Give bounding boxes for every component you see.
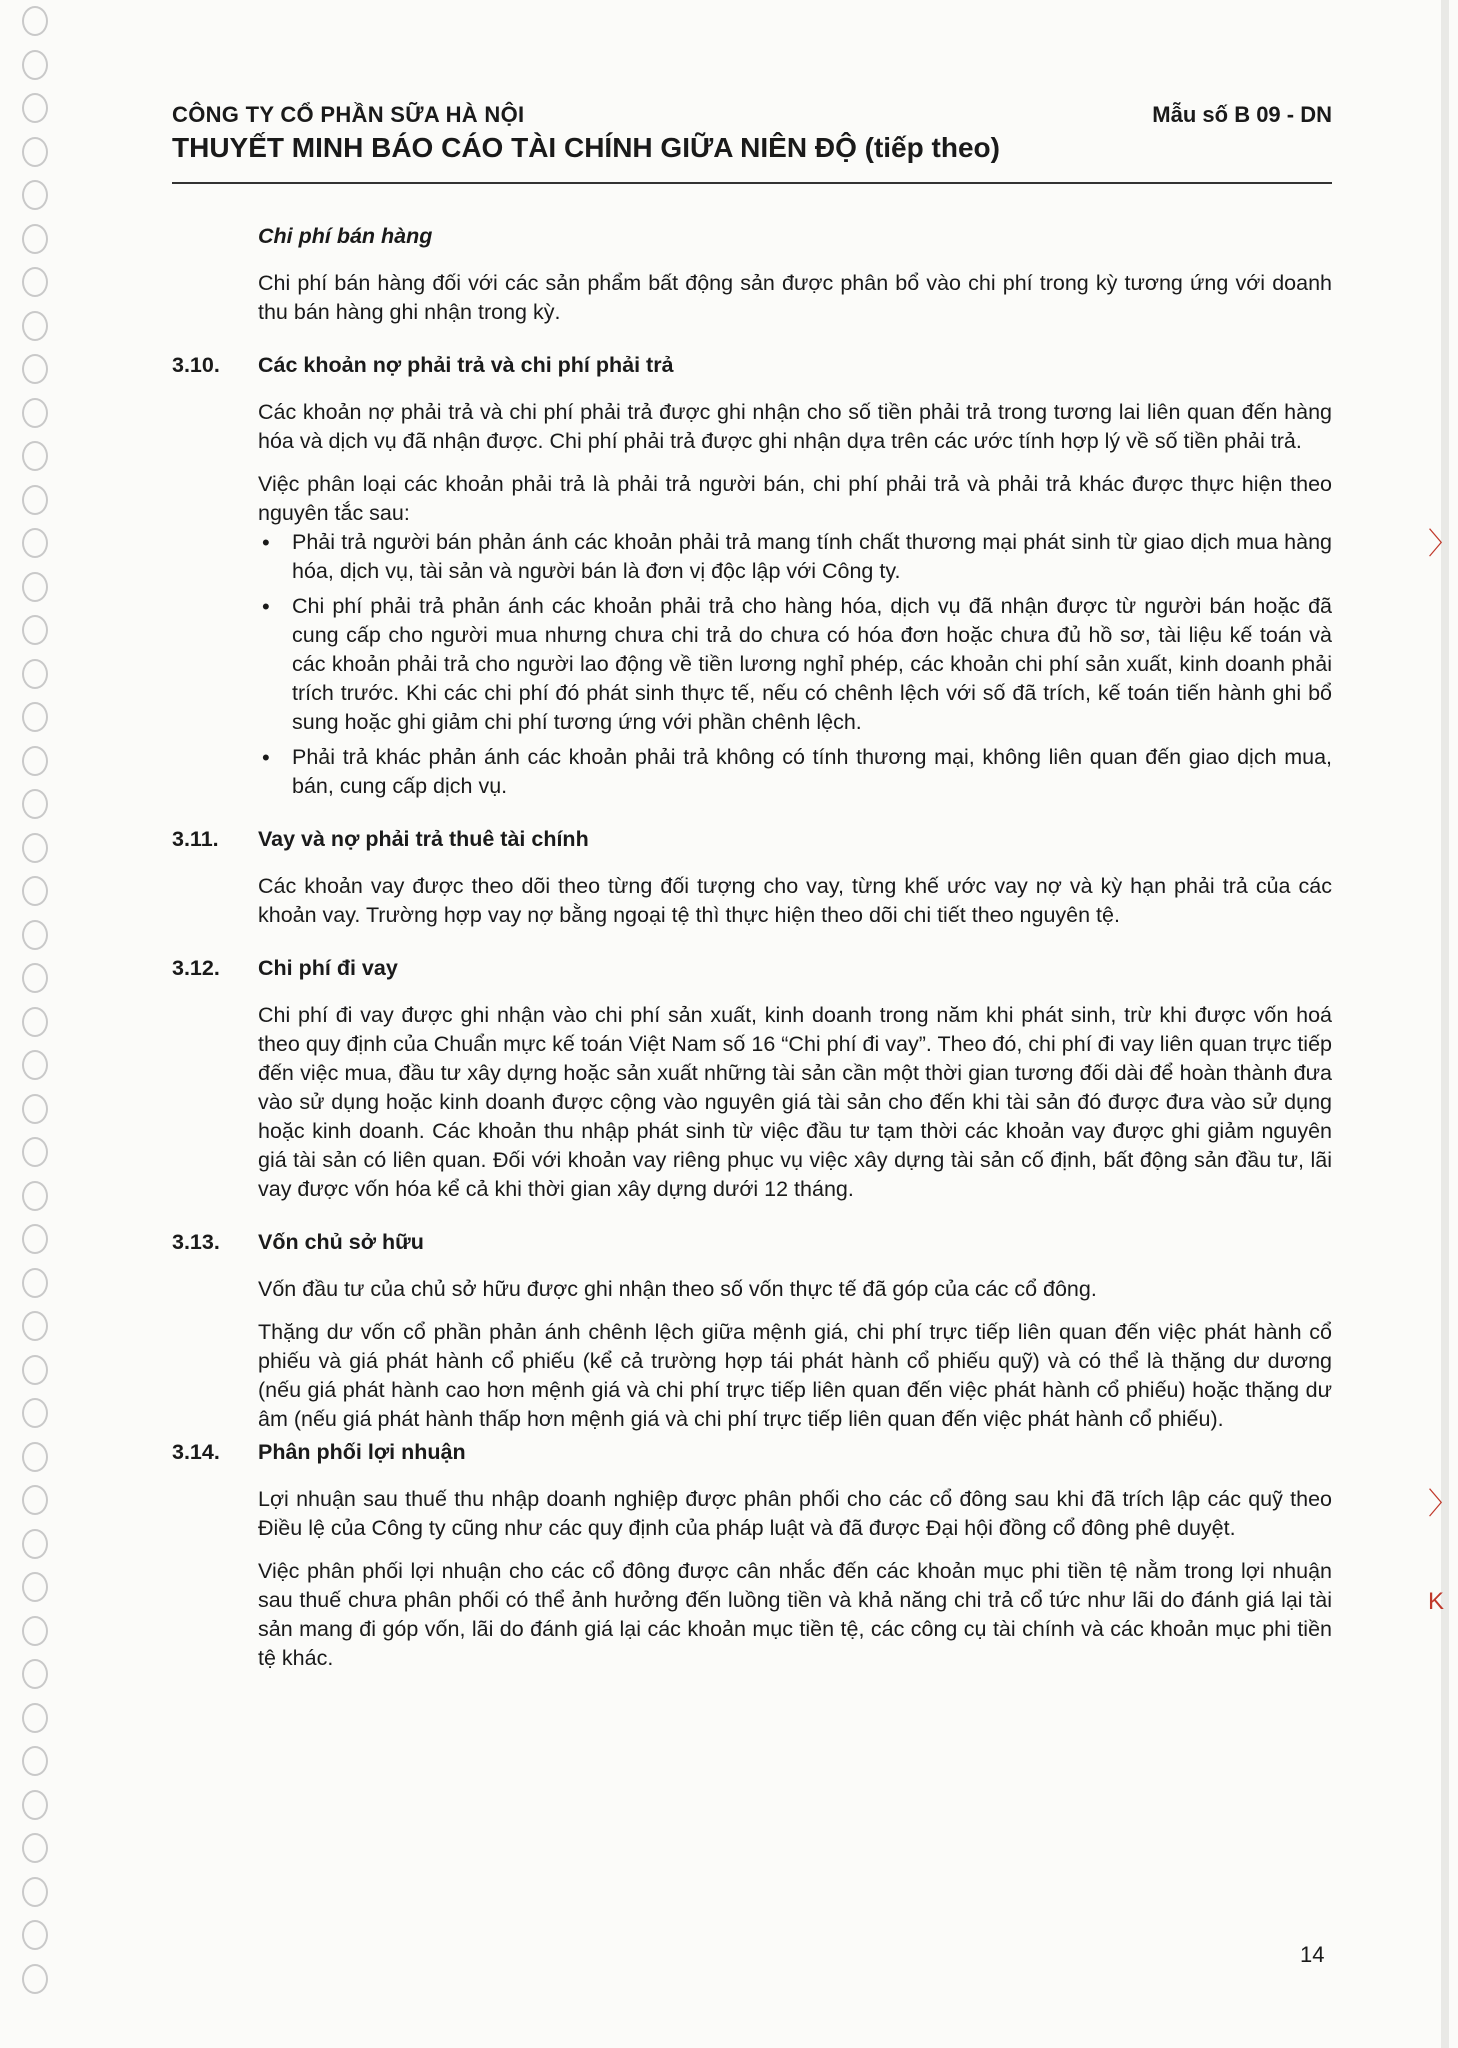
section-number: 3.13. [172, 1230, 220, 1254]
binder-hole [22, 963, 48, 993]
binder-holes [22, 0, 62, 2048]
binder-hole [22, 1311, 48, 1341]
binder-hole [22, 398, 48, 428]
binder-hole [22, 1355, 48, 1385]
binder-hole [22, 267, 48, 297]
section-title: Chi phí đi vay [258, 956, 398, 980]
section-heading [172, 1438, 1332, 1467]
section-number: 3.10. [172, 353, 220, 377]
binder-hole [22, 1007, 48, 1037]
document-body [172, 222, 1332, 1687]
binder-hole [22, 1137, 48, 1167]
section-heading [172, 954, 1332, 983]
binder-hole [22, 1485, 48, 1515]
binder-hole [22, 876, 48, 906]
section-title: Vay và nợ phải trả thuê tài chính [258, 827, 589, 851]
binder-hole [22, 1398, 48, 1428]
binder-hole [22, 1964, 48, 1994]
paragraph: Chi phí bán hàng đối với các sản phẩm bất động sản được phân bổ vào chi phí trong kỳ tương ứng với doanh thu bán hàng ghi nhận trong kỳ. [258, 271, 1332, 324]
binder-hole [22, 485, 48, 515]
binder-hole [22, 441, 48, 471]
binder-hole [22, 311, 48, 341]
binder-hole [22, 180, 48, 210]
binder-hole [22, 1833, 48, 1863]
paragraph: Lợi nhuận sau thuế thu nhập doanh nghiệp được phân phối cho các cổ đông sau khi đã trích lập các quỹ theo Điều lệ của Công ty cũng như các quy định của pháp luật và đã được Đại hội đồng cổ đông phê duyệt. [258, 1487, 1332, 1540]
binder-hole [22, 659, 48, 689]
section-number: 3.11. [172, 827, 219, 851]
bullet-list [258, 528, 1332, 801]
bullet-item: • Chi phí phải trả phản ánh các khoản phải trả cho hàng hóa, dịch vụ đã nhận được từ người bán hoặc đã cung cấp cho người mua nhưng chưa chi trả do chưa có hóa đơn hoặc chưa đủ hồ sơ, tài liệu kế toán và các khoản phải trả cho người lao động về tiền lương nghỉ phép, các khoản chi phí sản xuất, kinh doanh phải trích trước. Khi các chi phí đó phát sinh thực tế, nếu có chênh lệch với số đã trích, kế toán tiến hành ghi bổ sung hoặc ghi giảm chi phí tương ứng với phần chênh lệch. [258, 592, 1332, 737]
binder-hole [22, 6, 48, 36]
binder-hole [22, 1659, 48, 1689]
company-name: CÔNG TY CỔ PHẦN SỮA HÀ NỘI [172, 102, 525, 127]
binder-hole [22, 1877, 48, 1907]
binder-hole [22, 1224, 48, 1254]
section-number: 3.14. [172, 1440, 220, 1464]
stamp-mark: 〉 [1428, 528, 1458, 561]
binder-hole [22, 528, 48, 558]
bullet-item: • Phải trả khác phản ánh các khoản phải trả không có tính thương mại, không liên quan đến giao dịch mua, bán, cung cấp dịch vụ. [258, 743, 1332, 801]
binder-hole [22, 615, 48, 645]
paragraph: Các khoản nợ phải trả và chi phí phải trả được ghi nhận cho số tiền phải trả trong tương lai liên quan đến hàng hóa và dịch vụ đã nhận được. Chi phí phải trả được ghi nhận dựa trên các ước tính hợp lý về số tiền phải trả. [258, 400, 1332, 453]
binder-hole [22, 1616, 48, 1646]
binder-hole [22, 1703, 48, 1733]
section-heading [172, 351, 1332, 380]
document-header [172, 102, 1332, 164]
paragraph: Vốn đầu tư của chủ sở hữu được ghi nhận theo số vốn thực tế đã góp của các cổ đông. [258, 1277, 1097, 1301]
binder-hole [22, 702, 48, 732]
report-title: THUYẾT MINH BÁO CÁO TÀI CHÍNH GIỮA NIÊN ĐỘ (tiếp theo) [172, 132, 1000, 163]
binder-hole [22, 137, 48, 167]
binder-hole [22, 1268, 48, 1298]
paragraph: Việc phân phối lợi nhuận cho các cổ đông được cân nhắc đến các khoản mục phi tiền tệ nằm trong lợi nhuận sau thuế chưa phân phối có thể ảnh hưởng đến luồng tiền và khả năng chi trả cổ tức như lãi do đánh giá lại tài sản mang đi góp vốn, lãi do đánh giá lại các khoản mục tiền tệ, các công cụ tài chính và các khoản mục phi tiền tệ khác. [258, 1559, 1332, 1670]
section-title: Phân phối lợi nhuận [258, 1440, 466, 1464]
bullet-item: • Phải trả người bán phản ánh các khoản phải trả mang tính chất thương mại phát sinh từ giao dịch mua hàng hóa, dịch vụ, tài sản và người bán là đơn vị độc lập với Công ty. [258, 528, 1332, 586]
paragraph: Các khoản vay được theo dõi theo từng đối tượng cho vay, từng khế ước vay nợ và kỳ hạn phải trả của các khoản vay. Trường hợp vay nợ bằng ngoại tệ thì thực hiện theo dõi chi tiết theo nguyên tệ. [258, 874, 1332, 927]
paragraph: Thặng dư vốn cổ phần phản ánh chênh lệch giữa mệnh giá, chi phí trực tiếp liên quan đến việc phát hành cổ phiếu và giá phát hành cổ phiếu (kể cả trường hợp tái phát hành cổ phiếu quỹ) và có thể là thặng dư dương (nếu giá phát hành cao hơn mệnh giá và chi phí trực tiếp liên quan đến việc phát hành cổ phiếu) hoặc thặng dư âm (nếu giá phát hành thấp hơn mệnh giá và chi phí trực tiếp liên quan đến việc phát hành cổ phiếu). [258, 1320, 1332, 1431]
paragraph: Việc phân loại các khoản phải trả là phải trả người bán, chi phí phải trả và phải trả khác được thực hiện theo nguyên tắc sau: [258, 472, 1332, 525]
binder-hole [22, 1572, 48, 1602]
binder-hole [22, 224, 48, 254]
section-title: Các khoản nợ phải trả và chi phí phải trả [258, 353, 674, 377]
binder-hole [22, 789, 48, 819]
binder-hole [22, 1529, 48, 1559]
binder-hole [22, 1050, 48, 1080]
form-code: Mẫu số B 09 - DN [1152, 102, 1332, 127]
subheading: Chi phí bán hàng [258, 224, 433, 248]
binder-hole [22, 746, 48, 776]
binder-hole [22, 1094, 48, 1124]
binder-hole [22, 572, 48, 602]
binder-hole [22, 1181, 48, 1211]
section-number: 3.12. [172, 956, 220, 980]
section-title: Vốn chủ sở hữu [258, 1230, 424, 1254]
page-number: 14 [1300, 1942, 1325, 1967]
binder-hole [22, 1442, 48, 1472]
binder-hole [22, 50, 48, 80]
binder-hole [22, 833, 48, 863]
header-divider [172, 182, 1332, 184]
binder-hole [22, 1746, 48, 1776]
section-heading [172, 825, 1332, 854]
binder-hole [22, 920, 48, 950]
paragraph: Chi phí đi vay được ghi nhận vào chi phí sản xuất, kinh doanh trong năm khi phát sinh, trừ khi được vốn hoá theo quy định của Chuẩn mực kế toán Việt Nam số 16 “Chi phí đi vay”. Theo đó, chi phí đi vay liên quan trực tiếp đến việc mua, đầu tư xây dựng hoặc sản xuất những tài sản cần một thời gian tương đối dài để hoàn thành đưa vào sử dụng hoặc kinh doanh được cộng vào nguyên giá tài sản cho đến khi tài sản đó được đưa vào sử dụng hoặc kinh doanh. Các khoản thu nhập phát sinh từ việc đầu tư tạm thời các khoản vay được ghi giảm nguyên giá tài sản có liên quan. Đối với khoản vay riêng phục vụ việc xây dựng tài sản cố định, bất động sản đầu tư, lãi vay được vốn hóa kể cả khi thời gian xây dựng dưới 12 tháng. [258, 1003, 1332, 1201]
binder-hole [22, 1920, 48, 1950]
binder-hole [22, 1790, 48, 1820]
stamp-mark: K [1428, 1588, 1445, 1615]
stamp-mark: 〉 [1428, 1488, 1458, 1521]
binder-hole [22, 93, 48, 123]
section-heading [172, 1228, 1332, 1257]
page-edge [1441, 0, 1449, 2048]
binder-hole [22, 354, 48, 384]
